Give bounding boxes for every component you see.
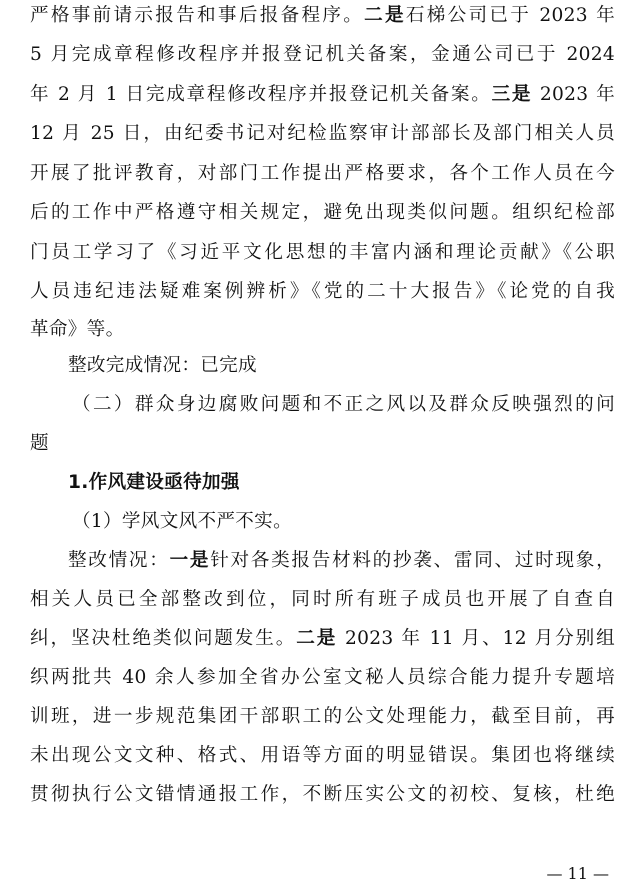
text-line: 相关人员已全部整改到位，同时所有班子成员也开展了自查自 (30, 589, 615, 610)
text-line: 贯彻执行公文错情通报工作，不断压实公文的初校、复核，杜绝 (30, 784, 615, 805)
emphasis-marker: 二是 (364, 5, 406, 26)
text-line: 12 月 25 日，由纪委书记对纪检监察审计部部长及部门相关人员 (30, 123, 615, 144)
text-line: 开展了批评教育，对部门工作提出严格要求，各个工作人员在今 (30, 163, 615, 184)
text-line: 年 2 月 1 日完成章程修改程序并报登记机关备案。三是 2023 年 (30, 84, 615, 105)
text-line: 门员工学习了《习近平文化思想的丰富内涵和理论贡献》《公职 (30, 242, 615, 263)
item-title: （1）学风文风不严不实。 (72, 511, 292, 532)
section-title: （二）群众身边腐败问题和不正之风以及群众反映强烈的问 (72, 394, 615, 415)
emphasis-marker: 一是 (169, 550, 211, 571)
emphasis-marker: 二是 (296, 628, 338, 649)
text-line: 未出现公文文种、格式、用语等方面的明显错误。集团也将继续 (30, 745, 615, 766)
text-line: 训班，进一步规范集团干部职工的公文处理能力，截至目前，再 (30, 706, 615, 727)
text-line: 严格事前请示报告和事后报备程序。二是石梯公司已于 2023 年 (30, 5, 615, 26)
text-line: 5 月完成章程修改程序并报登记机关备案，金通公司已于 2024 (30, 44, 615, 65)
page-number: — 11 — (546, 864, 609, 883)
emphasis-marker: 三是 (491, 84, 533, 105)
text-line: 人员违纪违法疑难案例辨析》《党的二十大报告》《论党的自我 (30, 281, 615, 302)
text-line: 整改情况：一是针对各类报告材料的抄袭、雷同、过时现象， (68, 550, 615, 571)
text-line: 织两批共 40 余人参加全省办公室文秘人员综合能力提升专题培 (30, 667, 615, 688)
text-line: 纠，坚决杜绝类似问题发生。二是 2023 年 11 月、12 月分别组 (30, 628, 615, 649)
status-line: 整改完成情况：已完成 (68, 355, 257, 376)
subheading: 1.作风建设亟待加强 (68, 472, 240, 493)
section-title-cont: 题 (30, 433, 49, 454)
text-line: 后的工作中严格遵守相关规定，避免出现类似问题。组织纪检部 (30, 202, 615, 223)
text-line: 革命》等。 (30, 319, 125, 340)
